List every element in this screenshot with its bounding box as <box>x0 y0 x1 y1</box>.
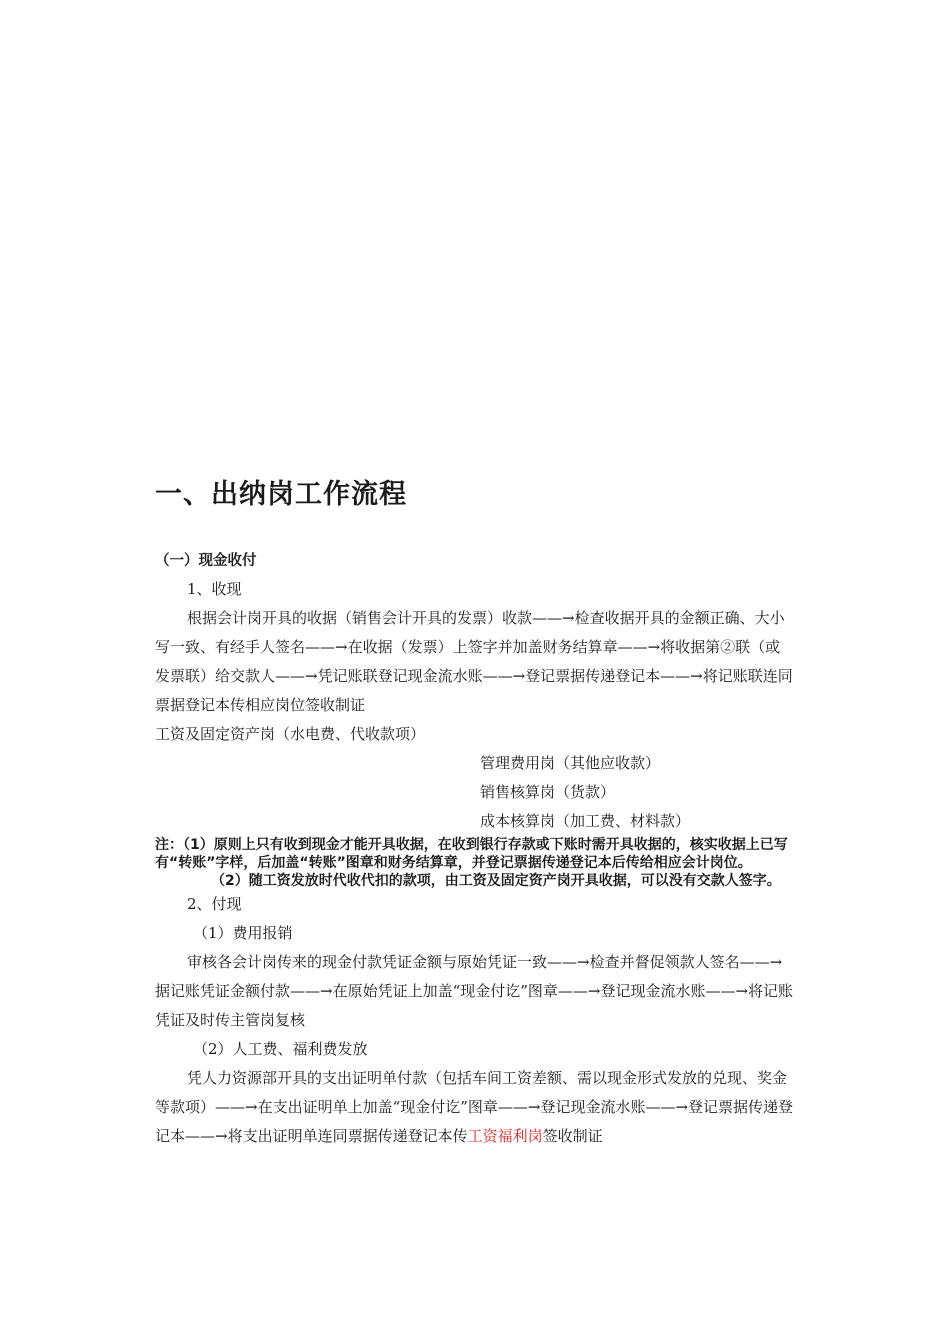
post-cost-accounting: 成本核算岗（加工费、材料款） <box>480 812 691 830</box>
section-heading-cash: （一）现金收付 <box>155 553 257 569</box>
subheading-wages: （2）人工费、福利费发放 <box>193 1040 368 1058</box>
post-wages-fixed-assets: 工资及固定资产岗（水电费、代收款项） <box>155 725 426 743</box>
note-2: （2）随工资发放时代收代扣的款项，由工资及固定资产岗开具收据，可以没有交款人签字。 <box>211 873 781 889</box>
wage-welfare-post-highlight: 工资福利岗 <box>467 1127 543 1145</box>
document-content <box>155 475 795 1151</box>
expense-procedure: 审核各会计岗传来的现金付款凭证金额与原始凭证一致——→检查并督促领款人签名——→据记账凭证金额付款——→在原始凭证上加盖“现金付讫”图章——→登记现金流水账——→将记账凭证及时传主管岗复核 <box>155 953 794 1029</box>
wage-procedure <box>155 1064 795 1151</box>
page-title: 一、出纳岗工作流程 <box>155 479 407 510</box>
wage-procedure-text: 凭人力资源部开具的支出证明单付款（包括车间工资差额、需以现金形式发放的兑现、奖金等款项）——→在支出证明单上加盖“现金付讫”图章——→登记现金流水账——→登记票据传递登记本——→将支出证明单连同票据传递登记本传 <box>155 1069 794 1145</box>
subheading-expense: （1）费用报销 <box>193 924 293 942</box>
receipt-procedure: 根据会计岗开具的收据（销售会计开具的发票）收款——→检查收据开具的金额正确、大小写一致、有经手人签名——→在收据（发票）上签字并加盖财务结算章——→将收据第②联（或发票联）给交款人——→凭记账联登记现金流水账——→登记票据传递登记本——→将记账联连同票据登记本传相应岗位签收制证 <box>155 609 793 714</box>
post-management-expense: 管理费用岗（其他应收款） <box>480 754 661 772</box>
subheading-receipt: 1、收现 <box>187 580 242 598</box>
note-1: 注：（1）原则上只有收到现金才能开具收据，在收到银行存款或下账时需开具收据的，核实收据上已写有“转账”字样，后加盖“转账”图章和财务结算章，并登记票据传递登记本后传给相应会计岗位。 <box>155 837 788 871</box>
post-sales-accounting: 销售核算岗（货款） <box>480 783 616 801</box>
subheading-payment: 2、付现 <box>187 895 242 913</box>
wage-procedure-end: 签收制证 <box>542 1127 603 1145</box>
